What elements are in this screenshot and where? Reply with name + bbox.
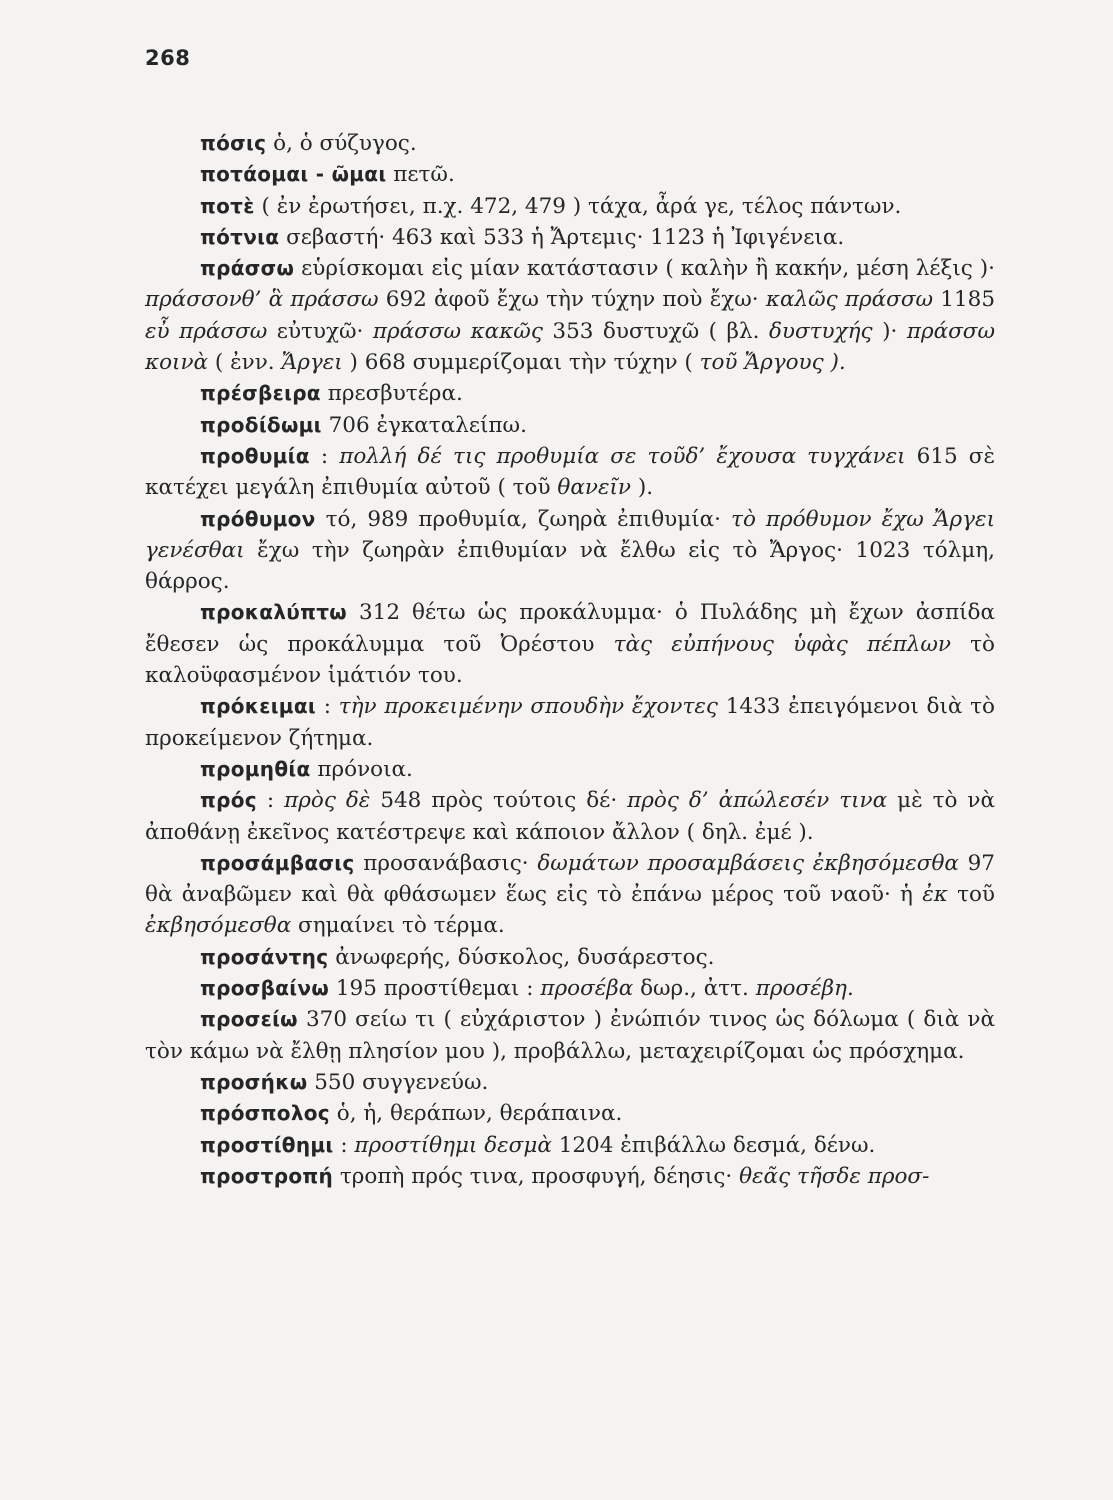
entry-text: :: [309, 443, 340, 469]
dictionary-entry: [145, 504, 995, 598]
entry-citation: πράσσω κοινὰ: [145, 318, 996, 376]
entry-text: μὲ τὸ νὰ ἀποθάνῃ ἐκεῖνος κατέστρεψε καὶ κάποιον ἄλλον ( δηλ. ἐμέ ).: [145, 788, 995, 845]
dictionary-entry: [145, 691, 995, 754]
entry-headword: πρόσπολος: [200, 1101, 330, 1126]
entry-text: :: [315, 694, 339, 720]
entry-headword: πρόκειμαι: [200, 694, 316, 719]
entry-citation: ἐκ: [922, 882, 948, 908]
entry-headword: προστίθημι: [200, 1132, 334, 1157]
entry-text: εὐτυχῶ·: [267, 318, 373, 344]
entry-headword: πρέσβειρα: [200, 381, 321, 406]
entry-text: ἔχω τὴν ζωηρὰν ἐπιθυμίαν νὰ ἔλθω εἰς τὸ Ἄργος· 1023 τόλμη, θάρρος.: [145, 537, 995, 595]
entry-citation: προσέβα: [540, 976, 634, 1002]
entry-text: 1185: [933, 287, 996, 313]
entry-headword: πρόθυμον: [200, 506, 316, 531]
entry-text: ἀνωφερής, δύσκολος, δυσάρεστος.: [328, 944, 715, 970]
entry-headword: προστροπή: [200, 1163, 334, 1188]
entry-headword: ποτὲ: [200, 193, 255, 218]
entry-headword: προκαλύπτω: [200, 600, 347, 625]
entry-text: σημαίνει τὸ τέρμα.: [291, 913, 505, 939]
entry-headword: πρός: [200, 788, 257, 813]
dictionary-entry: [145, 378, 995, 409]
dictionary-entry: [145, 253, 995, 378]
entry-text: σεβαστή· 463 καὶ 533 ἡ Ἄρτεμις· 1123 ἡ Ἰφιγένεια.: [279, 224, 845, 250]
entry-headword: προσβαίνω: [200, 976, 330, 1001]
entry-text: 370 σείω τι ( εὐχάριστον ) ἐνώπιόν τινος ὡς δόλωμα ( διὰ νὰ τὸν κάμω νὰ ἔλθῃ πλησίον μου ), προβάλλω, μεταχειρίζομαι ὡς πρόσχημα.: [145, 1007, 995, 1064]
entry-headword: προμηθία: [200, 756, 311, 781]
entry-text: ).: [630, 475, 654, 501]
entry-text: .: [846, 976, 854, 1002]
entry-citation: τὰς εὐπήνους ὑφὰς πέπλων: [613, 631, 951, 657]
entry-text: ( ἐνν.: [208, 350, 282, 376]
entry-text: 195 προστίθεμαι :: [329, 976, 541, 1002]
entry-text: τό, 989 προθυμία, ζωηρὰ ἐπιθυμία·: [315, 506, 732, 532]
entry-text: ( ἐν ἐρωτήσει, π.χ. 472, 479 ) τάχα, ἆρά γε, τέλος πάντων.: [254, 193, 902, 219]
entry-text: τροπὴ πρός τινα, προσφυγή, δέησις·: [333, 1163, 740, 1189]
entry-text: 353 δυστυχῶ ( βλ.: [542, 318, 769, 344]
dictionary-entry: [145, 159, 995, 190]
entry-citation: πρὸς δὲ: [284, 788, 371, 814]
entry-headword: πότνια: [200, 224, 280, 249]
entry-citation: προσέβη: [755, 976, 847, 1002]
entry-citation: εὖ πράσσω: [145, 318, 268, 344]
entry-citation: θανεῖν: [557, 475, 631, 501]
entry-citation: θεᾶς τῆσδε προσ-: [739, 1163, 930, 1189]
entry-headword: προσείω: [200, 1007, 298, 1032]
entry-headword: πράσσω: [200, 256, 295, 281]
entry-citation: τὸ πρόθυμον ἔχω Ἄργει γενέσθαι: [145, 506, 996, 563]
entry-text: 1433 ἐπειγόμενοι διὰ τὸ προκείμενον ζήτημα.: [145, 694, 995, 751]
entry-text: προσανάβασις·: [354, 850, 538, 876]
entry-citation: ἐκβησόμεσθα: [145, 913, 292, 939]
entry-text: τὸ καλοϋφασμένον ἱμάτιόν του.: [145, 631, 995, 689]
entry-citation: πολλή δέ τις προθυμία σε τοῦδ’ ἔχουσα τυγχάνει: [339, 443, 906, 469]
entry-citation: Ἄργει: [281, 350, 343, 376]
entry-text: :: [333, 1132, 355, 1158]
entry-text: 615 σὲ κατέχει μεγάλη ἐπιθυμία αὐτοῦ ( τοῦ: [145, 443, 995, 501]
dictionary-entry: [145, 973, 995, 1004]
entry-citation: δυστυχής: [768, 318, 873, 344]
entry-text: :: [256, 788, 285, 814]
entry-text: πρεσβυτέρα.: [320, 381, 463, 407]
entry-text: τοῦ: [947, 882, 995, 908]
entry-citation: καλῶς πράσσω: [765, 287, 934, 313]
dictionary-entry: [145, 785, 995, 848]
dictionary-entry: [145, 441, 995, 504]
dictionary-entry: [145, 1067, 995, 1098]
entry-text: δωρ., ἀττ.: [633, 976, 756, 1002]
dictionary-entry: [145, 128, 995, 159]
entry-headword: προσάντης: [200, 944, 329, 969]
entry-text: ὁ, ὁ σύζυγος.: [266, 131, 417, 156]
entry-citation: τοῦ Ἄργους ).: [699, 350, 846, 376]
dictionary-entry: [145, 848, 995, 942]
entry-citation: πράσσω κακῶς: [372, 318, 543, 344]
entry-text: ὁ, ἡ, θεράπων, θεράπαινα.: [329, 1101, 623, 1127]
entry-text: 550 συγγενεύω.: [307, 1069, 489, 1095]
entry-citation: πρὸς δ’ ἀπώλεσέν τινα: [627, 788, 888, 814]
entry-headword: προσάμβασις: [200, 850, 355, 875]
entry-headword: ποτάομαι - ῶμαι: [200, 162, 387, 187]
entry-headword: προδίδωμι: [200, 412, 322, 437]
page-number: 268: [145, 46, 191, 70]
entry-text: 692 ἀφοῦ ἔχω τὴν τύχην ποὺ ἔχω·: [378, 287, 766, 313]
entry-text: πετῶ.: [386, 162, 455, 188]
entry-text: 97 θὰ ἀναβῶμεν καὶ θὰ φθάσωμεν ἕως εἰς τὸ ἐπάνω μέρος τοῦ ναοῦ· ἡ: [145, 850, 995, 908]
dictionary-entry: [145, 222, 995, 253]
entry-text: εὑρίσκομαι εἰς μίαν κατάστασιν ( καλὴν ἢ κακήν, μέση λέξις )·: [294, 256, 995, 282]
dictionary-body: [145, 128, 995, 1192]
dictionary-entry: [145, 410, 995, 441]
dictionary-entry: [145, 1161, 995, 1192]
dictionary-entry: [145, 942, 995, 973]
entry-headword: πόσις: [200, 131, 267, 155]
entry-headword: προθυμία: [200, 443, 310, 468]
entry-text: 706 ἐγκαταλείπω.: [321, 412, 527, 438]
entry-citation: τὴν προκειμένην σπουδὴν ἔχοντες: [338, 694, 718, 720]
dictionary-entry: [145, 754, 995, 785]
entry-citation: πράσσονθ’ ἃ πράσσω: [145, 287, 379, 313]
entry-text: πρόνοια.: [310, 756, 413, 782]
entry-text: 1204 ἐπιβάλλω δεσμά, δένω.: [551, 1132, 876, 1158]
entry-text: 548 πρὸς τούτοις δέ·: [370, 788, 628, 814]
dictionary-entry: [145, 1098, 995, 1129]
entry-text: )·: [872, 318, 907, 344]
entry-citation: δωμάτων προσαμβάσεις ἐκβησόμεσθα: [537, 850, 959, 876]
dictionary-entry: [145, 597, 995, 691]
dictionary-entry: [145, 191, 995, 222]
entry-text: ) 668 συμμερίζομαι τὴν τύχην (: [342, 350, 700, 376]
dictionary-entry: [145, 1130, 995, 1161]
entry-text: 312 θέτω ὡς προκάλυμμα· ὁ Πυλάδης μὴ ἔχων ἀσπίδα ἔθεσεν ὡς προκάλυμμα τοῦ Ὀρέστου: [145, 600, 995, 657]
dictionary-entry: [145, 1004, 995, 1067]
entry-headword: προσήκω: [200, 1069, 308, 1094]
entry-citation: προστίθημι δεσμὰ: [354, 1132, 552, 1158]
